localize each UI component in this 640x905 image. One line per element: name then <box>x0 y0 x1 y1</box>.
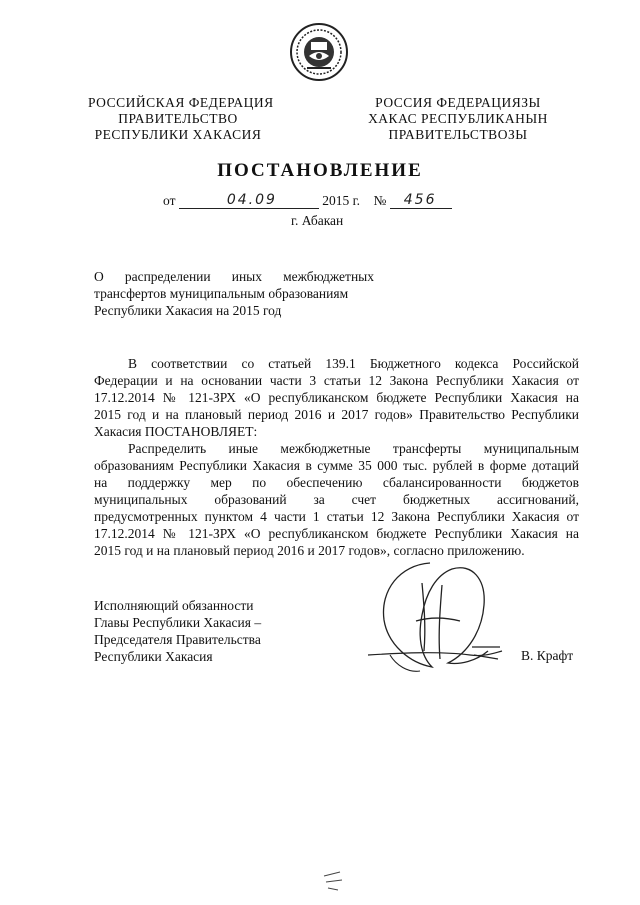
paragraph-line: В соответствии со статьей 139.1 Бюджетного кодекса Российской <box>128 356 579 371</box>
subject-line: Республики Хакасия на 2015 год <box>94 303 282 318</box>
date-year: 2015 г. <box>322 193 360 208</box>
subject-line: О распределении иных межбюджетных <box>94 269 374 284</box>
coat-of-arms-emblem <box>289 22 349 82</box>
paragraph-line: муниципальных образований за счет бюджетных ассигнований, <box>94 492 579 507</box>
signature-title-line: Главы Республики Хакасия – <box>94 615 262 630</box>
header-right-line: ХАКАС РЕСПУБЛИКАНЫН <box>368 111 548 126</box>
header-left <box>88 95 274 143</box>
number-field <box>390 194 452 209</box>
date-line <box>163 193 452 209</box>
signature-title-line: Председателя Правительства <box>94 632 261 647</box>
number-sign: № <box>373 193 387 208</box>
city: г. Абакан <box>291 213 344 228</box>
signature-title-line: Исполняющий обязанности <box>94 598 254 613</box>
paragraph-line: 17.12.2014 № 121-ЗРХ «О республиканском бюджете Республики Хакасия на <box>94 526 579 541</box>
paragraph-2 <box>94 440 579 559</box>
header-left-line: РОССИЙСКАЯ ФЕДЕРАЦИЯ <box>88 95 274 110</box>
subject-line: трансфертов муниципальным образованиям <box>94 286 349 301</box>
signature-block <box>94 597 261 665</box>
paragraph-line: 2015 год и на плановый период 2016 и 2017 годов», согласно приложению. <box>94 543 525 558</box>
date-prefix: от <box>163 193 176 208</box>
paragraph-line: на поддержку мер по обеспечению сбалансированности бюджетов <box>94 475 579 490</box>
paragraph-line: образованиям Республики Хакасия в сумме 35 000 тыс. рублей в форме дотаций <box>94 458 579 473</box>
paragraph-line: Хакасия ПОСТАНОВЛЯЕТ: <box>94 424 258 439</box>
paragraph-line: 2015 год и на плановый период 2016 и 2017 годов» Правительство Республики <box>94 407 579 422</box>
paragraph-line: предусмотренных пунктом 4 части 1 статьи 12 Закона Республики Хакасия от <box>94 509 579 524</box>
header-left-line: РЕСПУБЛИКИ ХАКАСИЯ <box>94 127 262 142</box>
signature-title-line: Республики Хакасия <box>94 649 213 664</box>
header-right <box>368 95 548 143</box>
paragraph-line: 17.12.2014 № 121-ЗРХ «О республиканском бюджете Республики Хакасия на <box>94 390 579 405</box>
header-right-line: РОССИЯ ФЕДЕРАЦИЯЗЫ <box>375 95 541 110</box>
handwritten-signature <box>360 555 520 685</box>
handwritten-number: 456 <box>403 192 437 208</box>
date-field <box>179 194 319 209</box>
subject-block <box>94 268 374 319</box>
paragraph-1 <box>94 355 579 440</box>
header-right-line: ПРАВИТЕЛЬСТВОЗЫ <box>388 127 528 142</box>
document-title: ПОСТАНОВЛЕНИЕ <box>217 160 423 181</box>
page-mark <box>318 868 348 896</box>
header-left-line: ПРАВИТЕЛЬСТВО <box>118 111 238 126</box>
paragraph-line: Федерации и на основании части 3 статьи 12 Закона Республики Хакасия от <box>94 373 579 388</box>
paragraph-line: Распределить иные межбюджетные трансферты муниципальным <box>128 441 579 456</box>
handwritten-date: 04.09 <box>226 192 277 208</box>
signer-name: В. Крафт <box>521 648 574 663</box>
